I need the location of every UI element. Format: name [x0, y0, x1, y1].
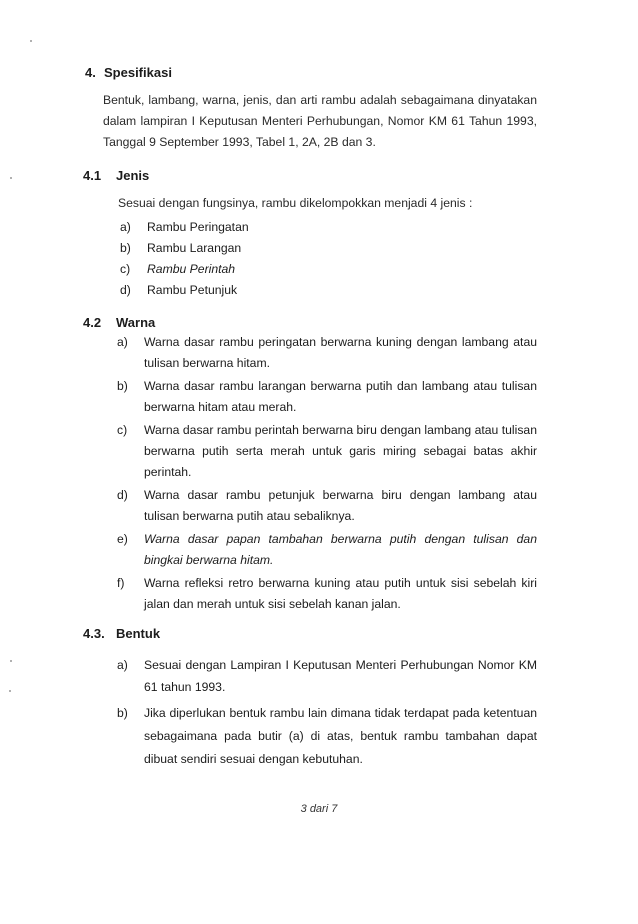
scan-speck	[10, 660, 12, 662]
item-letter: f)	[117, 576, 125, 590]
item-text: Rambu Perintah	[147, 262, 236, 276]
item-letter: d)	[117, 488, 128, 502]
section-4-2-title: Warna	[116, 315, 156, 330]
item-letter: a)	[117, 658, 128, 672]
scan-speck	[30, 40, 32, 42]
section-4-1-number: 4.1	[83, 168, 102, 183]
item-text: Warna dasar rambu perintah berwarna biru dengan lambang atau tulisan berwarna putih serta merah untuk garis miring sebagai batas akhir perintah.	[144, 423, 537, 479]
list-item	[117, 573, 537, 615]
list-item	[120, 259, 550, 280]
jenis-list	[120, 217, 550, 301]
scan-speck	[9, 690, 11, 692]
list-item	[117, 702, 537, 771]
item-letter: c)	[117, 423, 128, 437]
item-text: Warna dasar rambu larangan berwarna putih dan lambang atau tulisan berwarna hitam atau merah.	[144, 379, 537, 414]
section-4-1-title: Jenis	[116, 168, 150, 183]
list-item	[117, 529, 537, 571]
item-letter: b)	[120, 241, 131, 255]
item-text: Rambu Peringatan	[147, 220, 249, 234]
item-letter: d)	[120, 283, 131, 297]
list-item	[117, 654, 537, 698]
section-4-title: Spesifikasi	[104, 65, 172, 80]
section-4-1-intro: Sesuai dengan fungsinya, rambu dikelompokkan menjadi 4 jenis :	[118, 196, 473, 210]
item-letter: a)	[120, 220, 131, 234]
item-letter: b)	[117, 379, 128, 393]
page-number: 3 dari 7	[300, 803, 338, 815]
item-letter: a)	[117, 335, 128, 349]
section-4-3-title: Bentuk	[116, 626, 161, 641]
list-item	[117, 376, 537, 418]
bentuk-list	[117, 654, 537, 771]
item-letter: b)	[117, 706, 128, 720]
item-text: Rambu Petunjuk	[147, 283, 238, 297]
item-text: Jika diperlukan bentuk rambu lain dimana tidak terdapat pada ketentuan sebagaimana pada butir (a) di atas, bentuk rambu tambahan dapat dibuat sendiri sesuai dengan kebutuhan.	[144, 706, 537, 766]
item-text: Warna dasar papan tambahan berwarna putih dengan tulisan dan bingkai berwarna hitam.	[144, 532, 537, 567]
list-item	[120, 217, 550, 238]
list-item	[117, 332, 537, 374]
item-text: Sesuai dengan Lampiran I Keputusan Menteri Perhubungan Nomor KM 61 tahun 1993.	[144, 658, 537, 694]
item-letter: e)	[117, 532, 128, 546]
list-item	[120, 238, 550, 259]
item-letter: c)	[120, 262, 131, 276]
item-text: Warna dasar rambu peringatan berwarna kuning dengan lambang atau tulisan berwarna hitam.	[144, 335, 537, 370]
section-4-3-number: 4.3.	[83, 626, 105, 641]
scan-speck	[10, 177, 12, 179]
section-4-2-number: 4.2	[83, 315, 102, 330]
list-item	[117, 485, 537, 527]
section-4-number: 4.	[85, 65, 96, 80]
item-text: Rambu Larangan	[147, 241, 242, 255]
item-text: Warna dasar rambu petunjuk berwarna biru dengan lambang atau tulisan berwarna putih atau sebaliknya.	[144, 488, 537, 523]
warna-list	[117, 332, 537, 615]
section-4-paragraph: Bentuk, lambang, warna, jenis, dan arti rambu adalah sebagaimana dinyatakan dalam lampiran I Keputusan Menteri Perhubungan, Nomor KM 61 Tahun 1993, Tanggal 9 September 1993, Tabel 1, 2A, 2B dan 3.	[103, 93, 537, 149]
list-item	[117, 420, 537, 483]
item-text: Warna refleksi retro berwarna kuning atau putih untuk sisi sebelah kiri jalan dan merah untuk sisi sebelah kanan jalan.	[144, 576, 537, 611]
list-item	[120, 280, 550, 301]
